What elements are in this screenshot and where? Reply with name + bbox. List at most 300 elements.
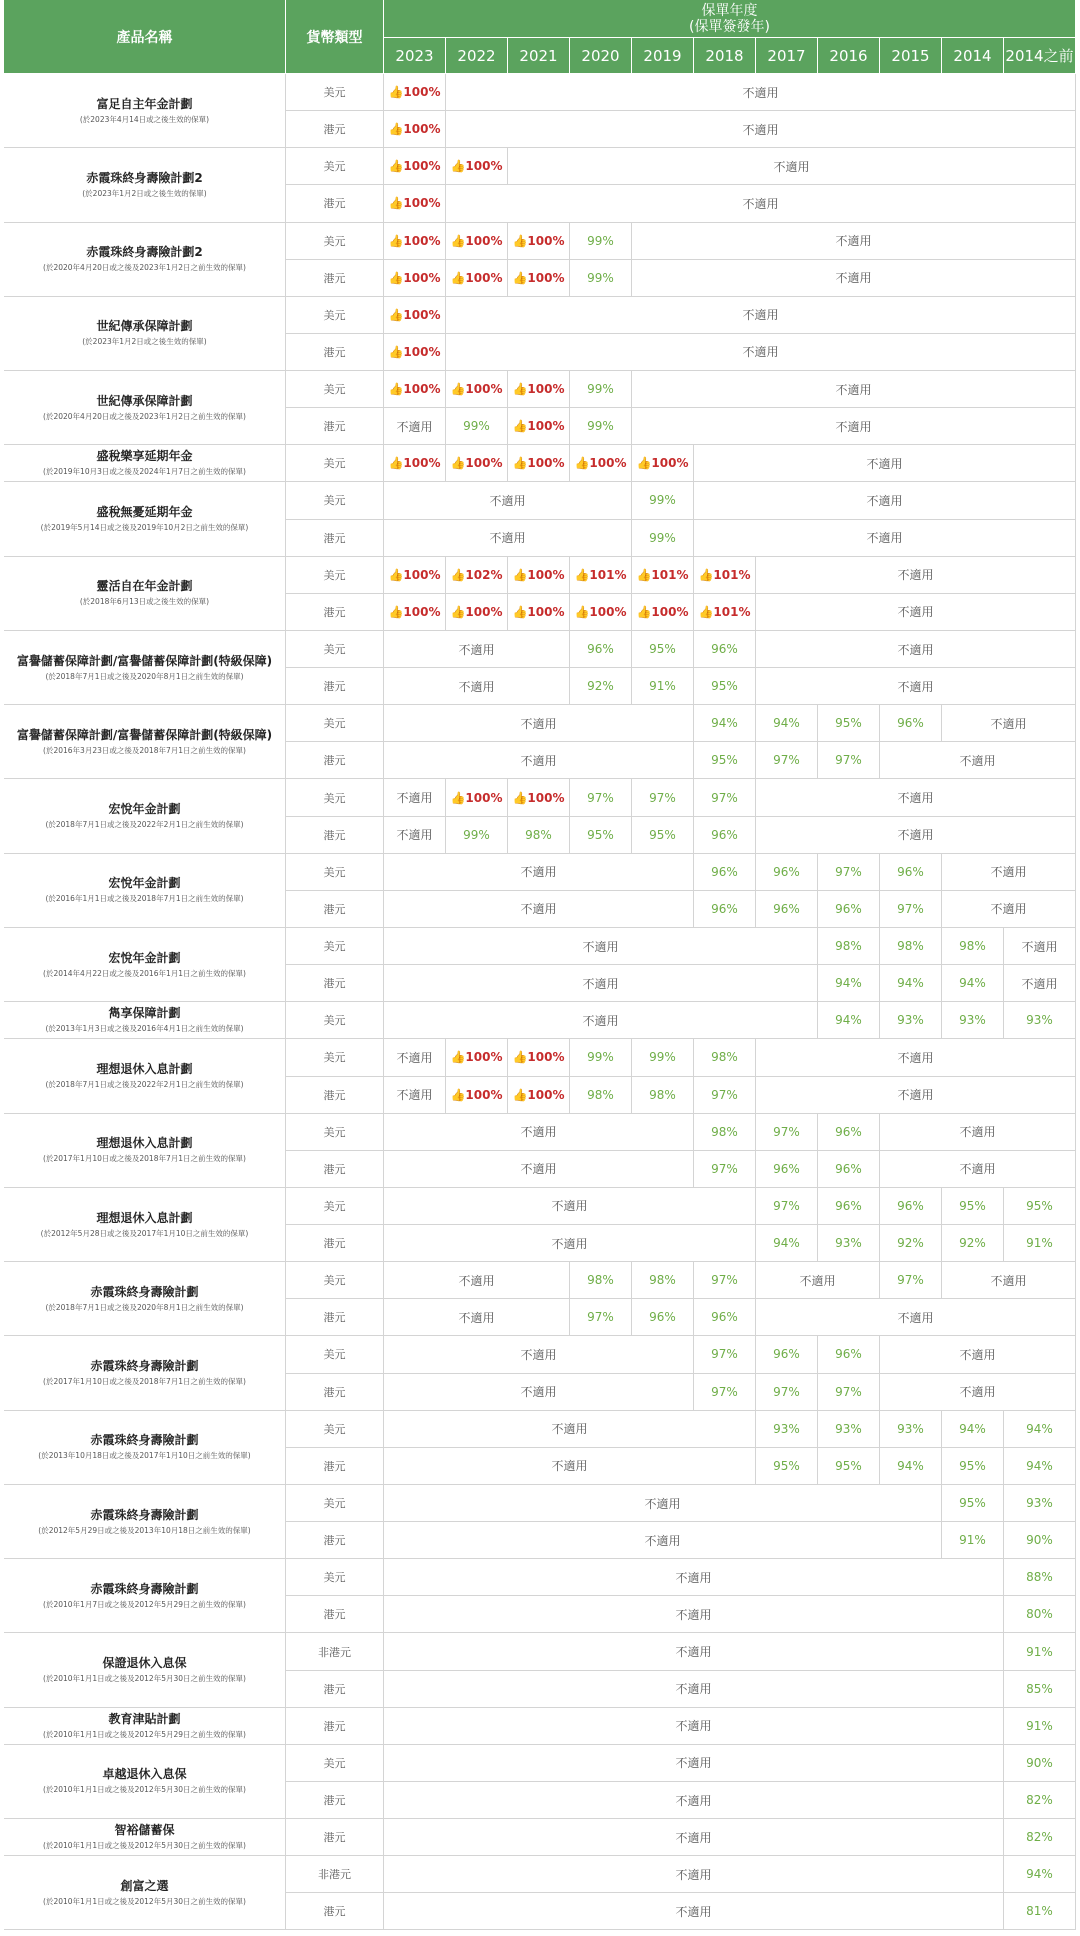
value-cell <box>446 185 1076 222</box>
currency-cell: 港元 <box>286 1448 384 1485</box>
not-applicable-label: 不適用 <box>897 1310 934 1325</box>
not-applicable-label: 不適用 <box>866 531 903 546</box>
value-cell <box>942 965 1004 1002</box>
currency-cell: 美元 <box>286 1039 384 1076</box>
value-cell <box>632 260 1076 297</box>
value-cell <box>818 742 880 779</box>
value-cell <box>446 557 508 594</box>
ratio-value: 94% <box>835 976 862 991</box>
thumbs-up-ratio: 👍100% <box>388 456 441 471</box>
value-cell <box>632 520 694 557</box>
value-cell <box>570 557 632 594</box>
product-name-cell <box>4 1485 286 1559</box>
currency-cell: 美元 <box>286 445 384 482</box>
ratio-value: 93% <box>835 1236 862 1251</box>
product-name: 赤霞珠終身壽險計劃 <box>90 1359 199 1374</box>
header-product-name: 產品名稱 <box>4 0 286 74</box>
product-effective-note: (於2019年10月3日或之後及2024年1月7日之前生效的保單) <box>43 467 246 477</box>
value-cell <box>570 260 632 297</box>
value-cell <box>508 1077 570 1114</box>
thumbs-up-ratio: 👍100% <box>512 567 565 582</box>
value-cell <box>880 1411 942 1448</box>
not-applicable-label: 不適用 <box>520 1347 557 1362</box>
product-effective-note: (於2010年1月1日或之後及2012年5月30日之前生效的保單) <box>43 1785 246 1795</box>
not-applicable-label: 不適用 <box>582 1013 619 1028</box>
not-applicable-label: 不適用 <box>520 1125 557 1140</box>
currency-cell: 港元 <box>286 742 384 779</box>
value-cell <box>880 891 942 928</box>
value-cell <box>384 1411 756 1448</box>
value-cell <box>384 928 818 965</box>
thumbs-up-ratio: 👍100% <box>450 790 503 805</box>
value-cell <box>570 1077 632 1114</box>
value-cell <box>384 594 446 631</box>
value-cell <box>694 1114 756 1151</box>
product-name-cell <box>4 928 286 1002</box>
thumbs-up-ratio: 👍101% <box>698 604 751 619</box>
currency-cell: 美元 <box>286 779 384 816</box>
value-cell <box>508 148 1076 185</box>
ratio-value: 91% <box>1026 1718 1053 1733</box>
thumbs-up-ratio: 👍101% <box>574 567 627 582</box>
value-cell <box>880 742 1076 779</box>
currency-cell: 港元 <box>286 1671 384 1708</box>
value-cell <box>1004 1002 1076 1039</box>
currency-cell: 港元 <box>286 965 384 1002</box>
value-cell <box>694 1077 756 1114</box>
thumbs-up-ratio: 👍100% <box>450 1050 503 1065</box>
currency-cell: 港元 <box>286 1374 384 1411</box>
thumbs-up-ratio: 👍100% <box>388 196 441 211</box>
value-cell <box>880 1114 1076 1151</box>
header-policy-year-line1: 保單年度 <box>701 2 758 19</box>
value-cell <box>1004 1188 1076 1225</box>
value-cell <box>384 1485 942 1522</box>
thumbs-up-ratio: 👍100% <box>450 1087 503 1102</box>
thumbs-up-ratio: 👍100% <box>512 604 565 619</box>
thumbs-up-ratio: 👍100% <box>450 159 503 174</box>
product-name-cell <box>4 1745 286 1819</box>
ratio-value: 92% <box>587 679 614 694</box>
value-cell <box>694 817 756 854</box>
product-name-cell <box>4 148 286 222</box>
not-applicable-label: 不適用 <box>675 1607 712 1622</box>
not-applicable-label: 不適用 <box>396 419 433 434</box>
currency-cell: 非港元 <box>286 1633 384 1670</box>
value-cell <box>818 928 880 965</box>
value-cell <box>694 779 756 816</box>
not-applicable-label: 不適用 <box>1021 976 1058 991</box>
value-cell <box>942 891 1076 928</box>
value-cell <box>570 594 632 631</box>
value-cell <box>632 594 694 631</box>
ratio-value: 97% <box>897 901 924 916</box>
value-cell <box>384 1708 1004 1745</box>
not-applicable-label: 不適用 <box>582 939 619 954</box>
not-applicable-label: 不適用 <box>520 1385 557 1400</box>
value-cell <box>1004 1708 1076 1745</box>
not-applicable-label: 不適用 <box>520 865 557 880</box>
currency-cell: 美元 <box>286 631 384 668</box>
value-cell <box>446 408 508 445</box>
product-name: 理想退休入息計劃 <box>96 1062 193 1076</box>
currency-cell: 美元 <box>286 705 384 742</box>
thumbs-up-ratio: 👍100% <box>450 382 503 397</box>
ratio-value: 95% <box>1026 1198 1053 1213</box>
product-name-cell <box>4 854 286 928</box>
thumbs-up-ratio: 👍100% <box>450 270 503 285</box>
value-cell <box>818 1225 880 1262</box>
ratio-value: 99% <box>649 493 676 508</box>
ratio-value: 99% <box>587 1050 614 1065</box>
value-cell <box>446 779 508 816</box>
value-cell <box>384 1856 1004 1893</box>
product-effective-note: (於2016年1月1日或之後及2018年7月1日之前生效的保單) <box>45 894 244 904</box>
product-name-cell <box>4 1039 286 1113</box>
currency-cell: 美元 <box>286 928 384 965</box>
product-effective-note: (於2020年4月20日或之後及2023年1月2日之前生效的保單) <box>43 411 246 421</box>
not-applicable-label: 不適用 <box>835 234 872 249</box>
value-cell <box>1004 1671 1076 1708</box>
thumbs-up-ratio: 👍100% <box>450 604 503 619</box>
value-cell <box>756 1336 818 1373</box>
thumbs-up-ratio: 👍100% <box>388 233 441 248</box>
value-cell <box>508 817 570 854</box>
header-policy-year <box>384 0 1076 38</box>
value-cell <box>818 1374 880 1411</box>
value-cell <box>756 668 1076 705</box>
thumbs-up-ratio: 👍100% <box>450 233 503 248</box>
not-applicable-label: 不適用 <box>675 1756 712 1771</box>
value-cell <box>384 223 446 260</box>
value-cell <box>1004 965 1076 1002</box>
product-name-cell <box>4 1336 286 1410</box>
value-cell <box>756 1448 818 1485</box>
value-cell <box>880 1448 942 1485</box>
ratio-value: 97% <box>711 1161 738 1176</box>
value-cell <box>384 1893 1004 1930</box>
value-cell <box>818 965 880 1002</box>
value-cell <box>508 445 570 482</box>
value-cell <box>818 891 880 928</box>
product-effective-note: (於2018年7月1日或之後及2020年8月1日之前生效的保單) <box>45 1302 244 1312</box>
value-cell <box>384 1633 1004 1670</box>
product-effective-note: (於2012年5月28日或之後及2017年1月10日之前生效的保單) <box>40 1228 249 1238</box>
value-cell <box>384 891 694 928</box>
ratio-value: 97% <box>711 790 738 805</box>
value-cell <box>632 779 694 816</box>
currency-cell: 美元 <box>286 223 384 260</box>
value-cell <box>694 891 756 928</box>
thumbs-up-ratio: 👍100% <box>574 604 627 619</box>
value-cell <box>508 408 570 445</box>
value-cell <box>446 594 508 631</box>
ratio-value: 97% <box>711 1087 738 1102</box>
value-cell <box>384 111 446 148</box>
product-name: 赤霞珠終身壽險計劃 <box>90 1581 199 1596</box>
ratio-value: 97% <box>711 1347 738 1362</box>
not-applicable-label: 不適用 <box>897 605 934 620</box>
value-cell <box>384 705 694 742</box>
currency-cell: 港元 <box>286 891 384 928</box>
value-cell <box>880 1188 942 1225</box>
value-cell <box>446 111 1076 148</box>
product-name: 赤霞珠終身壽險計劃 <box>90 1284 199 1299</box>
ratio-value: 99% <box>463 419 490 434</box>
value-cell <box>1004 1411 1076 1448</box>
value-cell <box>942 1448 1004 1485</box>
value-cell <box>384 482 632 519</box>
not-applicable-label: 不適用 <box>675 1682 712 1697</box>
currency-cell: 港元 <box>286 1708 384 1745</box>
not-applicable-label: 不適用 <box>675 1645 712 1660</box>
value-cell <box>1004 1596 1076 1633</box>
currency-cell: 美元 <box>286 297 384 334</box>
value-cell <box>880 1002 942 1039</box>
value-cell <box>818 1188 880 1225</box>
not-applicable-label: 不適用 <box>959 1385 996 1400</box>
value-cell <box>1004 1893 1076 1930</box>
value-cell <box>1004 1633 1076 1670</box>
value-cell <box>818 854 880 891</box>
value-cell <box>880 854 942 891</box>
product-effective-note: (於2013年1月3日或之後及2016年4月1日之前生效的保單) <box>45 1024 244 1034</box>
currency-cell: 美元 <box>286 1262 384 1299</box>
ratio-value: 94% <box>959 1421 986 1436</box>
ratio-value: 93% <box>959 1013 986 1028</box>
not-applicable-label: 不適用 <box>990 865 1027 880</box>
product-name-cell <box>4 1819 286 1856</box>
product-name: 宏悅年金計劃 <box>108 950 181 965</box>
ratio-value: 90% <box>1026 1533 1053 1548</box>
value-cell <box>632 557 694 594</box>
ratio-value: 98% <box>897 939 924 954</box>
value-cell <box>1004 1559 1076 1596</box>
ratio-value: 96% <box>587 642 614 656</box>
value-cell <box>446 371 508 408</box>
product-name: 赤霞珠終身壽險計劃 <box>90 1433 199 1448</box>
value-cell <box>384 1782 1004 1819</box>
currency-cell: 港元 <box>286 520 384 557</box>
value-cell <box>570 408 632 445</box>
product-effective-note: (於2020年4月20日或之後及2023年1月2日之前生效的保單) <box>43 263 246 273</box>
currency-cell: 港元 <box>286 1151 384 1188</box>
thumbs-up-ratio: 👍100% <box>388 382 441 397</box>
ratio-value: 97% <box>587 1310 614 1325</box>
not-applicable-label: 不適用 <box>1021 939 1058 954</box>
ratio-value: 82% <box>1026 1793 1053 1808</box>
thumbs-up-ratio: 👍100% <box>512 233 565 248</box>
value-cell <box>508 223 570 260</box>
ratio-value: 95% <box>959 1496 986 1510</box>
ratio-value: 94% <box>959 976 986 991</box>
ratio-value: 99% <box>463 827 490 842</box>
not-applicable-label: 不適用 <box>773 159 810 174</box>
currency-cell: 美元 <box>286 1114 384 1151</box>
not-applicable-label: 不適用 <box>396 1088 433 1103</box>
currency-cell: 港元 <box>286 111 384 148</box>
not-applicable-label: 不適用 <box>897 1088 934 1103</box>
ratio-value: 98% <box>835 939 862 954</box>
value-cell <box>632 817 694 854</box>
product-effective-note: (於2018年7月1日或之後及2022年2月1日之前生效的保單) <box>45 820 244 830</box>
thumbs-up-ratio: 👍100% <box>574 456 627 471</box>
value-cell <box>384 631 570 668</box>
ratio-value: 96% <box>711 864 738 879</box>
not-applicable-label: 不適用 <box>990 902 1027 917</box>
currency-cell: 美元 <box>286 1188 384 1225</box>
currency-cell: 港元 <box>286 408 384 445</box>
ratio-value: 97% <box>773 753 800 768</box>
not-applicable-label: 不適用 <box>675 1830 712 1845</box>
value-cell <box>446 74 1076 111</box>
product-name-cell <box>4 1633 286 1707</box>
not-applicable-label: 不適用 <box>897 828 934 843</box>
product-name: 赤霞珠終身壽險計劃 <box>90 1507 199 1522</box>
value-cell <box>880 1225 942 1262</box>
currency-cell: 美元 <box>286 854 384 891</box>
currency-cell: 美元 <box>286 1411 384 1448</box>
value-cell <box>632 1262 694 1299</box>
value-cell <box>1004 1745 1076 1782</box>
value-cell <box>508 594 570 631</box>
ratio-value: 96% <box>773 901 800 916</box>
ratio-value: 95% <box>835 716 862 731</box>
value-cell <box>942 1188 1004 1225</box>
value-cell <box>384 148 446 185</box>
ratio-value: 85% <box>1026 1681 1053 1696</box>
ratio-value: 96% <box>711 642 738 656</box>
ratio-value: 94% <box>1026 1458 1053 1473</box>
product-name: 盛稅樂享延期年金 <box>96 449 193 464</box>
product-name-cell <box>4 1002 286 1039</box>
not-applicable-label: 不適用 <box>897 1050 934 1065</box>
value-cell <box>756 1039 1076 1076</box>
product-name-cell <box>4 482 286 556</box>
currency-cell: 非港元 <box>286 1856 384 1893</box>
product-name-cell <box>4 1708 286 1745</box>
product-name: 卓越退休入息保 <box>102 1767 187 1782</box>
not-applicable-label: 不適用 <box>897 791 934 806</box>
not-applicable-label: 不適用 <box>458 642 495 657</box>
currency-cell: 港元 <box>286 817 384 854</box>
ratio-value: 81% <box>1026 1904 1053 1919</box>
value-cell <box>384 1671 1004 1708</box>
value-cell <box>384 1002 818 1039</box>
value-cell <box>942 1002 1004 1039</box>
ratio-value: 98% <box>587 1087 614 1102</box>
ratio-value: 94% <box>773 716 800 731</box>
not-applicable-label: 不適用 <box>551 1236 588 1251</box>
product-effective-note: (於2018年7月1日或之後及2020年8月1日之前生效的保單) <box>45 671 244 681</box>
ratio-value: 97% <box>897 1273 924 1288</box>
thumbs-up-ratio: 👍100% <box>512 270 565 285</box>
value-cell <box>880 1151 1076 1188</box>
ratio-value: 96% <box>773 1161 800 1176</box>
product-name: 靈活自在年金計劃 <box>96 579 193 594</box>
ratio-value: 97% <box>711 1273 738 1288</box>
value-cell <box>1004 1782 1076 1819</box>
header-currency-type: 貨幣類型 <box>286 0 384 74</box>
product-effective-note: (於2010年1月7日或之後及2012年5月29日之前生效的保單) <box>43 1599 246 1609</box>
value-cell <box>1004 928 1076 965</box>
ratio-value: 91% <box>959 1533 986 1548</box>
value-cell <box>446 260 508 297</box>
value-cell <box>446 817 508 854</box>
ratio-value: 95% <box>649 642 676 656</box>
value-cell <box>756 1114 818 1151</box>
value-cell <box>942 1262 1076 1299</box>
ratio-value: 95% <box>959 1198 986 1213</box>
value-cell <box>632 371 1076 408</box>
value-cell <box>942 928 1004 965</box>
thumbs-up-ratio: 👍100% <box>388 85 441 100</box>
value-cell <box>756 779 1076 816</box>
value-cell <box>942 1485 1004 1522</box>
value-cell <box>384 297 446 334</box>
product-name: 保證退休入息保 <box>102 1656 187 1671</box>
currency-cell: 港元 <box>286 1819 384 1856</box>
product-name-cell <box>4 371 286 445</box>
value-cell <box>570 1299 632 1336</box>
value-cell <box>632 223 1076 260</box>
value-cell <box>384 1262 570 1299</box>
ratio-value: 98% <box>711 1124 738 1139</box>
product-name-cell <box>4 1559 286 1633</box>
value-cell <box>446 445 508 482</box>
not-applicable-label: 不適用 <box>489 531 526 546</box>
product-name: 富譽儲蓄保障計劃/富譽儲蓄保障計劃(特級保障) <box>16 727 273 742</box>
ratio-value: 96% <box>897 864 924 879</box>
value-cell <box>384 408 446 445</box>
value-cell <box>508 557 570 594</box>
ratio-value: 98% <box>649 1087 676 1102</box>
value-cell <box>694 1299 756 1336</box>
ratio-value: 92% <box>897 1236 924 1251</box>
not-applicable-label: 不適用 <box>897 642 934 657</box>
value-cell <box>384 1114 694 1151</box>
product-name: 理想退休入息計劃 <box>96 1136 193 1151</box>
currency-cell: 港元 <box>286 1077 384 1114</box>
ratio-value: 96% <box>835 1161 862 1176</box>
ratio-value: 98% <box>711 1050 738 1065</box>
not-applicable-label: 不適用 <box>458 679 495 694</box>
value-cell <box>694 520 1076 557</box>
not-applicable-label: 不適用 <box>959 1125 996 1140</box>
ratio-value: 97% <box>649 790 676 805</box>
currency-cell: 港元 <box>286 334 384 371</box>
product-effective-note: (於2023年1月2日或之後生效的保單) <box>82 337 207 347</box>
value-cell <box>694 594 756 631</box>
not-applicable-label: 不適用 <box>675 1570 712 1585</box>
ratio-value: 82% <box>1026 1830 1053 1845</box>
header-year: 2015 <box>880 38 942 74</box>
value-cell <box>694 557 756 594</box>
value-cell <box>694 445 1076 482</box>
value-cell <box>942 705 1076 742</box>
value-cell <box>384 185 446 222</box>
product-name: 教育津貼計劃 <box>108 1711 181 1726</box>
value-cell <box>756 1374 818 1411</box>
value-cell <box>384 445 446 482</box>
product-name: 宏悅年金計劃 <box>108 802 181 817</box>
currency-cell: 港元 <box>286 668 384 705</box>
value-cell <box>694 1374 756 1411</box>
ratio-value: 99% <box>649 1050 676 1065</box>
value-cell <box>384 1374 694 1411</box>
value-cell <box>818 1336 880 1373</box>
thumbs-up-ratio: 👍100% <box>512 456 565 471</box>
